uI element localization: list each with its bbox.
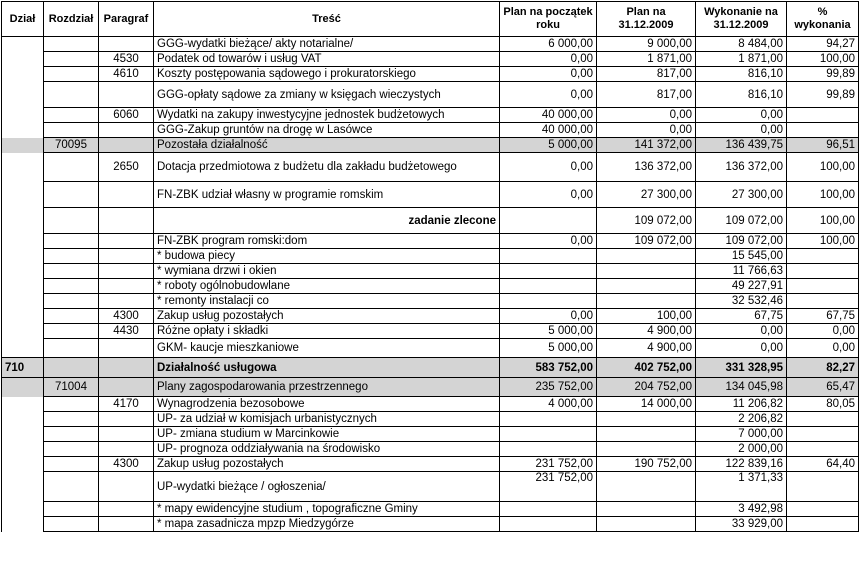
cell-rozdzial (44, 517, 99, 532)
header-plan-start: Plan na początek roku (500, 2, 597, 37)
cell-tresc: * budowa piecy (154, 249, 500, 264)
table-row (2, 264, 859, 279)
header-wykonanie: Wykonanie na 31.12.2009 (696, 2, 787, 37)
cell-procent: 0,00 (787, 339, 859, 358)
cell-plan-start: 0,00 (500, 309, 597, 324)
cell-paragraf: 4170 (99, 397, 154, 412)
cell-rozdzial (44, 234, 99, 249)
cell-plan-start (500, 517, 597, 532)
cell-procent: 82,27 (787, 358, 859, 378)
cell-procent: 65,47 (787, 378, 859, 397)
cell-paragraf (99, 358, 154, 378)
cell-tresc: Działalność usługowa (154, 358, 500, 378)
cell-tresc: GGG-Zakup gruntów na drogę w Lasówce (154, 123, 500, 138)
cell-dzial (2, 123, 44, 138)
cell-procent: 100,00 (787, 52, 859, 67)
cell-paragraf: 4610 (99, 67, 154, 82)
cell-paragraf (99, 182, 154, 208)
cell-dzial (2, 457, 44, 472)
budget-table (1, 1, 859, 532)
cell-plan-start: 40 000,00 (500, 108, 597, 123)
cell-plan-start: 231 752,00 (500, 472, 597, 502)
cell-tresc: Podatek od towarów i usług VAT (154, 52, 500, 67)
cell-rozdzial (44, 123, 99, 138)
table-row (2, 67, 859, 82)
cell-plan-end (597, 294, 696, 309)
cell-rozdzial (44, 208, 99, 234)
cell-procent: 96,51 (787, 138, 859, 153)
cell-wykonanie: 0,00 (696, 123, 787, 138)
cell-paragraf (99, 442, 154, 457)
cell-dzial (2, 397, 44, 412)
cell-plan-end: 190 752,00 (597, 457, 696, 472)
cell-rozdzial (44, 182, 99, 208)
cell-plan-start: 40 000,00 (500, 123, 597, 138)
cell-procent (787, 294, 859, 309)
cell-procent: 100,00 (787, 153, 859, 182)
cell-wykonanie: 816,10 (696, 67, 787, 82)
cell-plan-end: 817,00 (597, 82, 696, 108)
cell-tresc: * roboty ogólnobudowlane (154, 279, 500, 294)
cell-procent (787, 412, 859, 427)
header-plan-end: Plan na 31.12.2009 (597, 2, 696, 37)
cell-rozdzial (44, 397, 99, 412)
cell-plan-end: 109 072,00 (597, 234, 696, 249)
cell-rozdzial (44, 153, 99, 182)
cell-paragraf (99, 37, 154, 52)
table-row (2, 153, 859, 182)
cell-rozdzial (44, 249, 99, 264)
cell-dzial (2, 324, 44, 339)
table-row (2, 427, 859, 442)
cell-dzial (2, 138, 44, 153)
cell-plan-end (597, 427, 696, 442)
cell-dzial (2, 153, 44, 182)
cell-wykonanie: 1 871,00 (696, 52, 787, 67)
cell-paragraf (99, 427, 154, 442)
cell-procent (787, 279, 859, 294)
cell-tresc: * remonty instalacji co (154, 294, 500, 309)
cell-dzial (2, 378, 44, 397)
cell-wykonanie: 49 227,91 (696, 279, 787, 294)
cell-dzial (2, 427, 44, 442)
cell-paragraf (99, 208, 154, 234)
cell-wykonanie: 33 929,00 (696, 517, 787, 532)
cell-paragraf: 4530 (99, 52, 154, 67)
cell-dzial (2, 472, 44, 502)
cell-plan-start (500, 427, 597, 442)
cell-dzial (2, 37, 44, 52)
cell-plan-start (500, 412, 597, 427)
header-tresc: Treść (154, 2, 500, 37)
cell-procent: 64,40 (787, 457, 859, 472)
cell-paragraf (99, 264, 154, 279)
cell-plan-end (597, 472, 696, 502)
cell-wykonanie: 67,75 (696, 309, 787, 324)
table-row (2, 324, 859, 339)
cell-dzial (2, 108, 44, 123)
cell-procent: 100,00 (787, 182, 859, 208)
table-row (2, 52, 859, 67)
table-row (2, 309, 859, 324)
cell-procent (787, 249, 859, 264)
cell-tresc: GGG-opłaty sądowe za zmiany w księgach wieczystych (154, 82, 500, 108)
cell-tresc: UP- zmiana studium w Marcinkowie (154, 427, 500, 442)
cell-rozdzial (44, 472, 99, 502)
table-row (2, 294, 859, 309)
cell-wykonanie: 32 532,46 (696, 294, 787, 309)
cell-tresc: UP- prognoza oddziaływania na środowisko (154, 442, 500, 457)
cell-wykonanie: 7 000,00 (696, 427, 787, 442)
cell-plan-end: 0,00 (597, 123, 696, 138)
cell-procent (787, 442, 859, 457)
cell-plan-end: 0,00 (597, 108, 696, 123)
cell-tresc: GGG-wydatki bieżące/ akty notarialne/ (154, 37, 500, 52)
cell-wykonanie: 122 839,16 (696, 457, 787, 472)
table-row (2, 208, 859, 234)
cell-wykonanie: 1 371,33 (696, 472, 787, 502)
cell-tresc: FN-ZBK program romski:dom (154, 234, 500, 249)
table-row (2, 397, 859, 412)
cell-wykonanie: 331 328,95 (696, 358, 787, 378)
table-row (2, 517, 859, 532)
cell-wykonanie: 134 045,98 (696, 378, 787, 397)
table-row (2, 358, 859, 378)
cell-plan-start (500, 294, 597, 309)
cell-plan-start: 5 000,00 (500, 138, 597, 153)
cell-rozdzial (44, 82, 99, 108)
cell-wykonanie: 27 300,00 (696, 182, 787, 208)
cell-dzial (2, 412, 44, 427)
cell-tresc: Wydatki na zakupy inwestycyjne jednostek budżetowych (154, 108, 500, 123)
cell-plan-start: 5 000,00 (500, 324, 597, 339)
cell-dzial (2, 502, 44, 517)
cell-rozdzial (44, 502, 99, 517)
cell-wykonanie: 3 492,98 (696, 502, 787, 517)
cell-plan-start: 0,00 (500, 153, 597, 182)
cell-plan-end: 141 372,00 (597, 138, 696, 153)
table-row (2, 123, 859, 138)
cell-plan-end (597, 502, 696, 517)
cell-rozdzial (44, 309, 99, 324)
cell-plan-end: 100,00 (597, 309, 696, 324)
table-row (2, 442, 859, 457)
cell-plan-end (597, 279, 696, 294)
cell-procent (787, 264, 859, 279)
cell-plan-end: 109 072,00 (597, 208, 696, 234)
cell-plan-end: 1 871,00 (597, 52, 696, 67)
cell-plan-end (597, 249, 696, 264)
cell-paragraf (99, 517, 154, 532)
cell-wykonanie: 136 439,75 (696, 138, 787, 153)
cell-plan-start: 0,00 (500, 82, 597, 108)
cell-tresc: Plany zagospodarowania przestrzennego (154, 378, 500, 397)
table-row (2, 182, 859, 208)
cell-rozdzial (44, 427, 99, 442)
header-paragraf: Paragraf (99, 2, 154, 37)
cell-paragraf (99, 502, 154, 517)
cell-tresc: * wymiana drzwi i okien (154, 264, 500, 279)
cell-plan-start (500, 279, 597, 294)
cell-tresc: Pozostała działalność (154, 138, 500, 153)
table-row (2, 279, 859, 294)
table-row (2, 502, 859, 517)
cell-wykonanie: 0,00 (696, 324, 787, 339)
cell-rozdzial: 70095 (44, 138, 99, 153)
cell-tresc: UP-wydatki bieżące / ogłoszenia/ (154, 472, 500, 502)
cell-paragraf (99, 234, 154, 249)
cell-plan-end: 27 300,00 (597, 182, 696, 208)
cell-plan-end: 402 752,00 (597, 358, 696, 378)
cell-procent: 0,00 (787, 324, 859, 339)
cell-plan-start: 6 000,00 (500, 37, 597, 52)
cell-paragraf (99, 138, 154, 153)
cell-procent (787, 502, 859, 517)
cell-rozdzial (44, 294, 99, 309)
table-row (2, 234, 859, 249)
cell-tresc: Różne opłaty i składki (154, 324, 500, 339)
cell-procent: 80,05 (787, 397, 859, 412)
cell-plan-end (597, 412, 696, 427)
cell-wykonanie: 109 072,00 (696, 208, 787, 234)
cell-paragraf (99, 294, 154, 309)
cell-plan-start (500, 208, 597, 234)
table-row (2, 108, 859, 123)
cell-tresc: * mapa zasadnicza mpzp Miedzygórze (154, 517, 500, 532)
cell-plan-start: 0,00 (500, 67, 597, 82)
cell-plan-start: 0,00 (500, 234, 597, 249)
table-row (2, 82, 859, 108)
cell-wykonanie: 136 372,00 (696, 153, 787, 182)
cell-paragraf: 2650 (99, 153, 154, 182)
cell-plan-start (500, 442, 597, 457)
cell-plan-start (500, 264, 597, 279)
cell-rozdzial (44, 108, 99, 123)
cell-paragraf (99, 339, 154, 358)
cell-procent: 100,00 (787, 208, 859, 234)
cell-rozdzial (44, 324, 99, 339)
cell-rozdzial (44, 52, 99, 67)
table-row (2, 378, 859, 397)
cell-paragraf (99, 82, 154, 108)
cell-plan-start (500, 502, 597, 517)
table-row (2, 249, 859, 264)
cell-tresc: * mapy ewidencyjne studium , topograficzne Gminy (154, 502, 500, 517)
cell-dzial (2, 52, 44, 67)
cell-paragraf: 6060 (99, 108, 154, 123)
cell-tresc: Zakup usług pozostałych (154, 457, 500, 472)
cell-plan-end: 204 752,00 (597, 378, 696, 397)
cell-tresc: Dotacja przedmiotowa z budżetu dla zakładu budżetowego (154, 153, 500, 182)
cell-plan-end (597, 517, 696, 532)
cell-wykonanie: 2 206,82 (696, 412, 787, 427)
cell-dzial (2, 294, 44, 309)
cell-plan-start: 4 000,00 (500, 397, 597, 412)
cell-rozdzial (44, 339, 99, 358)
cell-dzial (2, 234, 44, 249)
cell-dzial (2, 517, 44, 532)
cell-dzial (2, 82, 44, 108)
cell-tresc: FN-ZBK udział własny w programie romskim (154, 182, 500, 208)
cell-procent: 100,00 (787, 234, 859, 249)
table-row (2, 339, 859, 358)
cell-tresc: Zakup usług pozostałych (154, 309, 500, 324)
cell-plan-end: 4 900,00 (597, 339, 696, 358)
cell-paragraf (99, 472, 154, 502)
header-rozdzial: Rozdział (44, 2, 99, 37)
cell-plan-start: 235 752,00 (500, 378, 597, 397)
table-row (2, 472, 859, 502)
cell-tresc: GKM- kaucje mieszkaniowe (154, 339, 500, 358)
cell-plan-end: 14 000,00 (597, 397, 696, 412)
cell-rozdzial (44, 412, 99, 427)
cell-plan-start (500, 249, 597, 264)
cell-dzial (2, 309, 44, 324)
cell-plan-end (597, 264, 696, 279)
cell-paragraf (99, 249, 154, 264)
cell-paragraf (99, 412, 154, 427)
cell-paragraf (99, 378, 154, 397)
cell-paragraf (99, 123, 154, 138)
cell-procent: 94,27 (787, 37, 859, 52)
cell-plan-end: 9 000,00 (597, 37, 696, 52)
cell-rozdzial (44, 67, 99, 82)
cell-procent: 99,89 (787, 67, 859, 82)
table-row (2, 457, 859, 472)
header-row (2, 2, 859, 37)
cell-rozdzial: 71004 (44, 378, 99, 397)
cell-plan-end (597, 442, 696, 457)
cell-plan-start: 231 752,00 (500, 457, 597, 472)
cell-wykonanie: 816,10 (696, 82, 787, 108)
header-dzial: Dział (2, 2, 44, 37)
cell-tresc: Koszty postępowania sądowego i prokuratorskiego (154, 67, 500, 82)
cell-plan-start: 0,00 (500, 52, 597, 67)
cell-procent (787, 517, 859, 532)
cell-rozdzial (44, 358, 99, 378)
cell-plan-end: 4 900,00 (597, 324, 696, 339)
cell-procent: 99,89 (787, 82, 859, 108)
cell-procent: 67,75 (787, 309, 859, 324)
cell-dzial: 710 (2, 358, 44, 378)
cell-paragraf: 4300 (99, 309, 154, 324)
cell-rozdzial (44, 442, 99, 457)
cell-wykonanie: 8 484,00 (696, 37, 787, 52)
cell-wykonanie: 15 545,00 (696, 249, 787, 264)
cell-tresc: zadanie zlecone (154, 208, 500, 234)
table-row (2, 412, 859, 427)
cell-rozdzial (44, 37, 99, 52)
cell-paragraf: 4430 (99, 324, 154, 339)
cell-dzial (2, 339, 44, 358)
cell-wykonanie: 0,00 (696, 339, 787, 358)
cell-paragraf: 4300 (99, 457, 154, 472)
cell-dzial (2, 442, 44, 457)
cell-plan-start: 0,00 (500, 182, 597, 208)
cell-procent (787, 472, 859, 502)
cell-rozdzial (44, 264, 99, 279)
cell-wykonanie: 0,00 (696, 108, 787, 123)
cell-paragraf (99, 279, 154, 294)
cell-dzial (2, 264, 44, 279)
cell-dzial (2, 67, 44, 82)
cell-procent (787, 108, 859, 123)
table-body (2, 37, 859, 532)
cell-plan-end: 817,00 (597, 67, 696, 82)
cell-tresc: Wynagrodzenia bezosobowe (154, 397, 500, 412)
cell-dzial (2, 208, 44, 234)
cell-rozdzial (44, 279, 99, 294)
cell-wykonanie: 11 206,82 (696, 397, 787, 412)
cell-dzial (2, 279, 44, 294)
cell-tresc: UP- za udział w komisjach urbanistycznych (154, 412, 500, 427)
cell-dzial (2, 182, 44, 208)
table-row (2, 138, 859, 153)
cell-rozdzial (44, 457, 99, 472)
cell-wykonanie: 109 072,00 (696, 234, 787, 249)
cell-wykonanie: 11 766,63 (696, 264, 787, 279)
cell-dzial (2, 249, 44, 264)
cell-plan-start: 5 000,00 (500, 339, 597, 358)
cell-procent (787, 427, 859, 442)
cell-plan-start: 583 752,00 (500, 358, 597, 378)
cell-procent (787, 123, 859, 138)
cell-wykonanie: 2 000,00 (696, 442, 787, 457)
header-procent: % wykonania (787, 2, 859, 37)
cell-plan-end: 136 372,00 (597, 153, 696, 182)
table-row (2, 37, 859, 52)
